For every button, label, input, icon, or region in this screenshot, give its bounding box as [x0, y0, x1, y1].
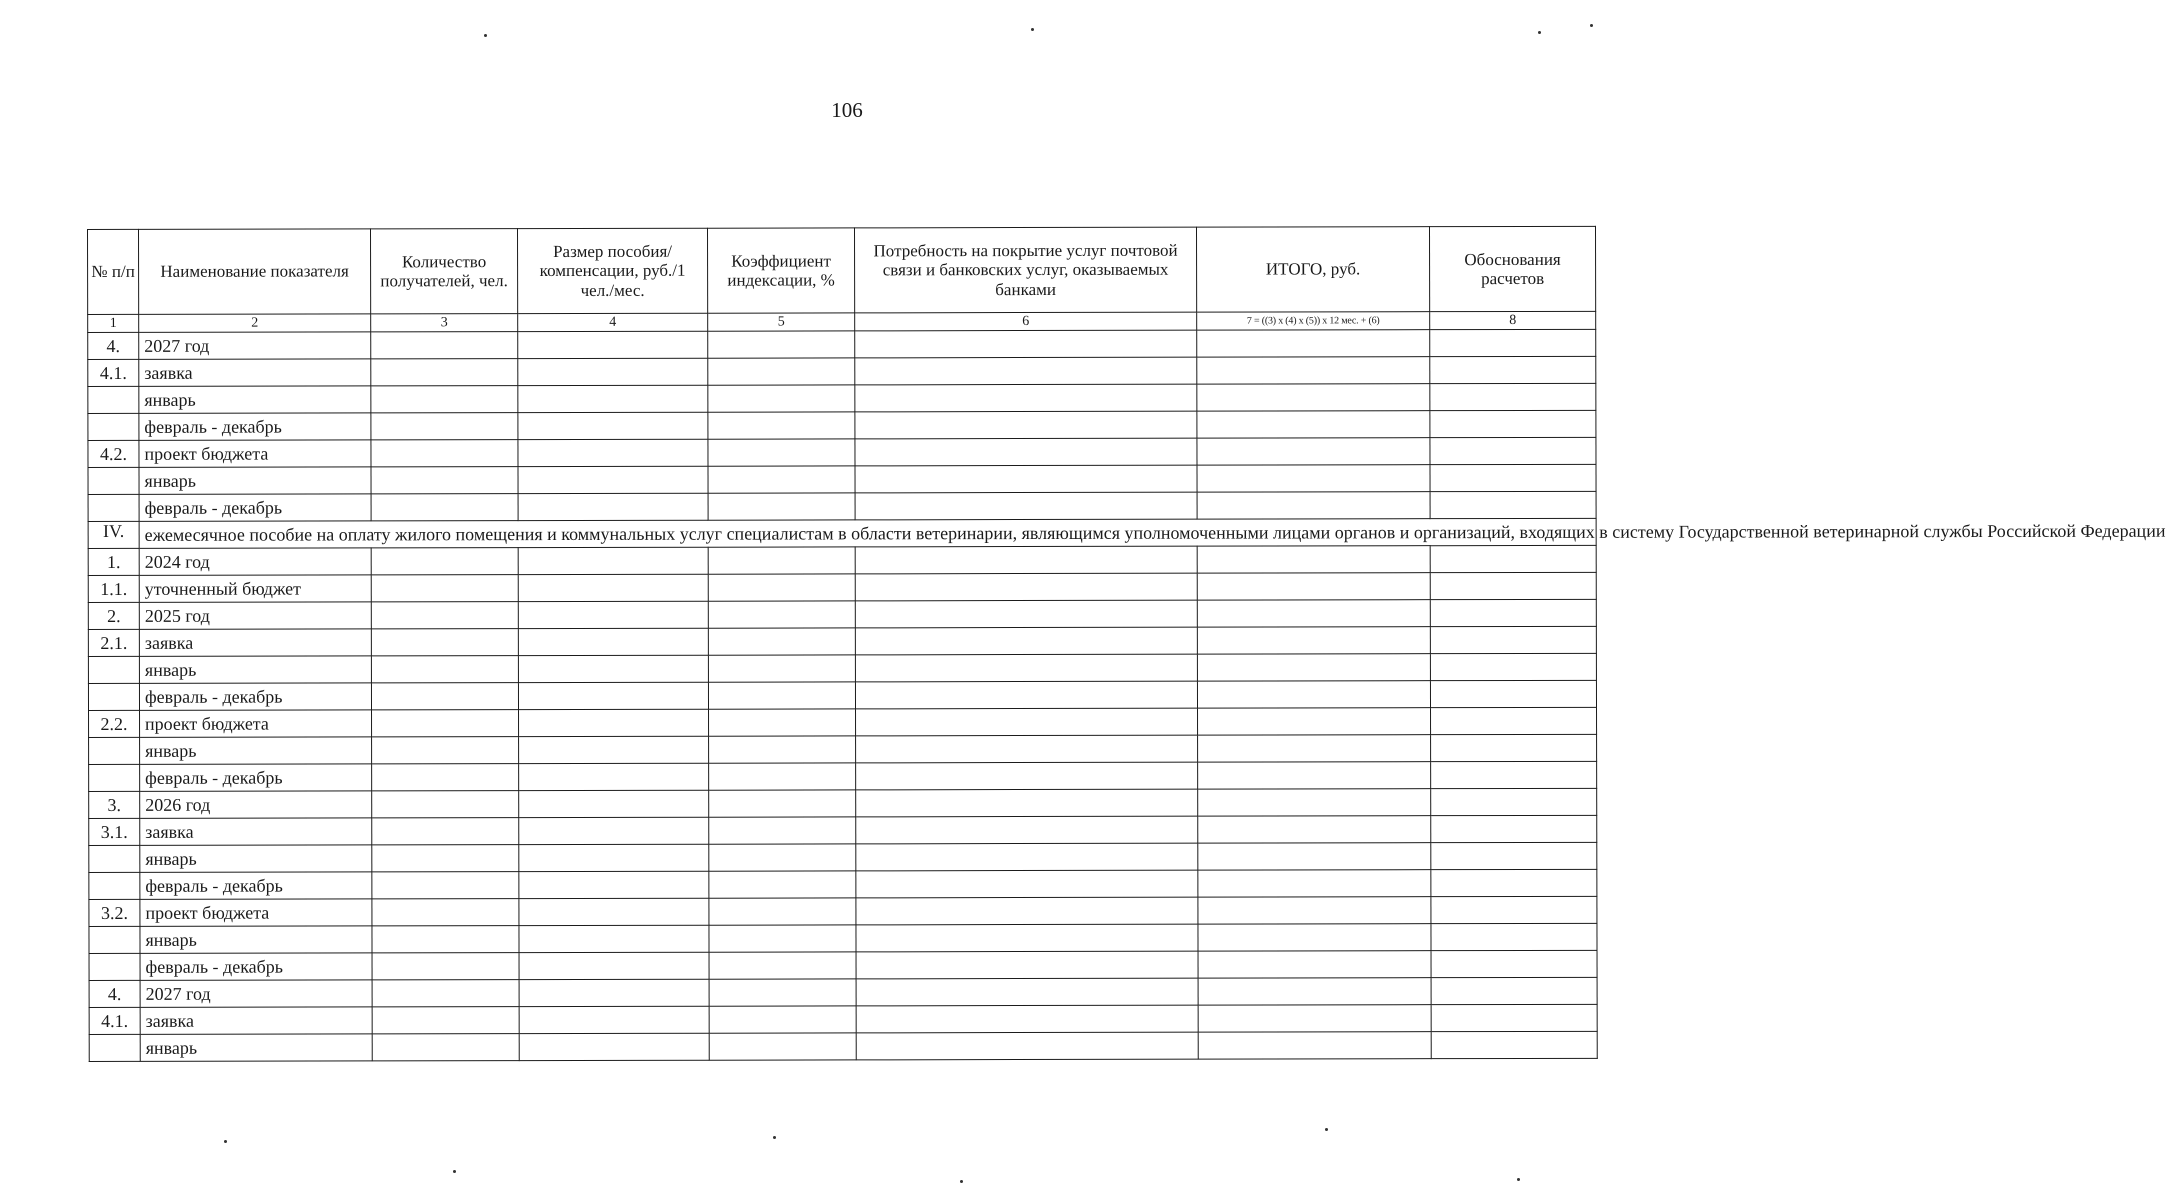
empty-cell: [519, 1006, 709, 1033]
empty-cell: [519, 790, 709, 817]
empty-cell: [519, 898, 709, 925]
empty-cell: [1431, 896, 1597, 923]
row-name: 2027 год: [139, 332, 371, 359]
empty-cell: [708, 493, 855, 520]
empty-cell: [1197, 438, 1430, 465]
empty-cell: [372, 710, 519, 737]
empty-cell: [855, 438, 1197, 466]
empty-cell: [709, 790, 856, 817]
empty-cell: [709, 979, 856, 1006]
empty-cell: [371, 683, 518, 710]
table-row: [89, 977, 1597, 1007]
empty-cell: [518, 331, 708, 358]
empty-cell: [709, 736, 856, 763]
empty-cell: [371, 656, 518, 683]
row-name: февраль - декабрь: [140, 953, 372, 980]
row-name: январь: [139, 656, 371, 683]
empty-cell: [709, 925, 856, 952]
empty-cell: [1197, 573, 1430, 600]
empty-cell: [372, 737, 519, 764]
empty-cell: [1430, 491, 1596, 518]
empty-cell: [855, 465, 1197, 493]
empty-cell: [519, 952, 709, 979]
empty-cell: [708, 547, 855, 574]
row-number: 4.2.: [88, 440, 139, 467]
row-number: 4.1.: [89, 1007, 140, 1034]
empty-cell: [1430, 626, 1596, 653]
empty-cell: [1198, 708, 1431, 735]
empty-cell: [371, 359, 518, 386]
empty-cell: [1431, 842, 1597, 869]
row-name: февраль - декабрь: [139, 683, 371, 710]
empty-cell: [371, 575, 518, 602]
budget-table: [87, 226, 2166, 1062]
empty-cell: [855, 654, 1197, 682]
empty-cell: [518, 574, 708, 601]
empty-cell: [1198, 897, 1431, 924]
empty-cell: [519, 925, 709, 952]
column-number: 4: [518, 313, 708, 331]
empty-cell: [708, 628, 855, 655]
empty-cell: [856, 951, 1198, 979]
row-name: февраль - декабрь: [140, 872, 372, 899]
table-row: [88, 491, 1596, 521]
row-number: [88, 656, 139, 683]
empty-cell: [1431, 707, 1597, 734]
empty-cell: [518, 601, 708, 628]
header-cell: ИТОГО, руб.: [1196, 227, 1429, 312]
empty-cell: [709, 952, 856, 979]
empty-cell: [1430, 464, 1596, 491]
empty-cell: [372, 764, 519, 791]
empty-cell: [856, 843, 1198, 871]
empty-cell: [519, 979, 709, 1006]
table-row: [89, 1031, 1597, 1061]
header-cell: Потребность на покрытие услуг почтовой связи и банковских услуг, оказываемых банками: [854, 227, 1196, 313]
empty-cell: [1430, 383, 1596, 410]
table-row: [88, 626, 1596, 656]
empty-cell: [709, 763, 856, 790]
empty-cell: [709, 898, 856, 925]
row-number: [89, 926, 140, 953]
empty-cell: [1198, 816, 1431, 843]
header-cell: № п/п: [88, 229, 139, 314]
row-number: 4.1.: [88, 359, 139, 386]
empty-cell: [372, 926, 519, 953]
column-number: 3: [371, 314, 518, 332]
empty-cell: [1430, 356, 1596, 383]
table-row: [88, 545, 1596, 575]
empty-cell: [1197, 546, 1430, 573]
empty-cell: [709, 871, 856, 898]
section-number: IV.: [88, 521, 139, 548]
row-number: [88, 683, 139, 710]
row-number: 3.: [89, 791, 140, 818]
empty-cell: [856, 816, 1198, 844]
empty-cell: [371, 440, 518, 467]
column-number-formula: 7 = ((3) x (4) x (5)) x 12 мес. + (6): [1197, 312, 1430, 330]
empty-cell: [518, 547, 708, 574]
row-number: [88, 413, 139, 440]
empty-cell: [1198, 1005, 1431, 1032]
empty-cell: [1197, 357, 1430, 384]
empty-cell: [371, 602, 518, 629]
row-name: заявка: [139, 629, 371, 656]
empty-cell: [371, 467, 518, 494]
empty-cell: [1198, 789, 1431, 816]
table-body: [88, 329, 2166, 1061]
column-number: 8: [1430, 311, 1596, 329]
row-number: [89, 1034, 140, 1061]
row-number: [89, 953, 140, 980]
empty-cell: [1197, 492, 1430, 519]
empty-cell: [1431, 977, 1597, 1004]
empty-cell: [518, 412, 708, 439]
column-number: 1: [88, 314, 139, 332]
row-name: проект бюджета: [139, 440, 371, 467]
empty-cell: [1197, 654, 1430, 681]
empty-cell: [372, 818, 519, 845]
header-cell: Размер пособия/компенсации, руб./1 чел./мес.: [518, 228, 708, 313]
empty-cell: [1197, 681, 1430, 708]
empty-cell: [1430, 410, 1596, 437]
empty-cell: [709, 709, 856, 736]
empty-cell: [856, 870, 1198, 898]
empty-cell: [518, 358, 708, 385]
empty-cell: [371, 548, 518, 575]
row-name: заявка: [140, 818, 372, 845]
table-row: [88, 680, 1596, 710]
empty-cell: [1431, 788, 1597, 815]
empty-cell: [855, 681, 1197, 709]
empty-cell: [372, 899, 519, 926]
row-number: [88, 494, 139, 521]
table-row: [89, 923, 1597, 953]
empty-cell: [709, 817, 856, 844]
table-row: [88, 464, 1596, 494]
empty-cell: [518, 439, 708, 466]
row-number: 2.2.: [89, 710, 140, 737]
row-number: [89, 845, 140, 872]
empty-cell: [856, 708, 1198, 736]
empty-cell: [1198, 762, 1431, 789]
empty-cell: [1198, 978, 1431, 1005]
empty-cell: [519, 844, 709, 871]
empty-cell: [1431, 815, 1597, 842]
table-row: [88, 329, 1596, 359]
empty-cell: [1197, 600, 1430, 627]
row-number: 2.1.: [88, 629, 139, 656]
row-name: февраль - декабрь: [140, 764, 372, 791]
empty-cell: [855, 330, 1197, 358]
header-cell: Количество получателей, чел.: [371, 229, 518, 314]
empty-cell: [1197, 411, 1430, 438]
table-row: [89, 1004, 1597, 1034]
row-name: 2024 год: [139, 548, 371, 575]
row-number: [88, 386, 139, 413]
empty-cell: [856, 762, 1198, 790]
table-row: [88, 572, 1596, 602]
row-name: уточненный бюджет: [139, 575, 371, 602]
empty-cell: [1430, 653, 1596, 680]
empty-cell: [1431, 869, 1597, 896]
empty-cell: [856, 789, 1198, 817]
empty-cell: [518, 628, 708, 655]
empty-cell: [856, 897, 1198, 925]
empty-cell: [372, 980, 519, 1007]
empty-cell: [709, 1006, 856, 1033]
row-name: 2026 год: [140, 791, 372, 818]
empty-cell: [856, 1032, 1198, 1060]
column-number: 2: [139, 314, 371, 332]
empty-cell: [371, 629, 518, 656]
empty-cell: [1431, 923, 1597, 950]
row-name: январь: [140, 926, 372, 953]
empty-cell: [372, 791, 519, 818]
empty-cell: [371, 413, 518, 440]
row-name: заявка: [139, 359, 371, 386]
empty-cell: [1431, 761, 1597, 788]
row-name: январь: [139, 386, 371, 413]
row-name: февраль - декабрь: [139, 494, 371, 521]
row-name: февраль - декабрь: [139, 413, 371, 440]
empty-cell: [708, 574, 855, 601]
empty-cell: [855, 357, 1197, 385]
empty-cell: [371, 332, 518, 359]
table-row: [88, 653, 1596, 683]
empty-cell: [1430, 329, 1596, 356]
empty-cell: [855, 627, 1197, 655]
empty-cell: [856, 924, 1198, 952]
table-row: [89, 950, 1597, 980]
row-name: 2025 год: [139, 602, 371, 629]
row-name: проект бюджета: [140, 899, 372, 926]
table-row: [89, 707, 1597, 737]
table-row: [88, 437, 1596, 467]
empty-cell: [519, 871, 709, 898]
empty-cell: [518, 655, 708, 682]
empty-cell: [856, 1005, 1198, 1033]
empty-cell: [709, 1033, 856, 1060]
row-number: 1.1.: [88, 575, 139, 602]
section-row: [88, 518, 1596, 548]
table-row: [88, 410, 1596, 440]
row-name: 2027 год: [140, 980, 372, 1007]
row-name: январь: [139, 467, 371, 494]
row-name: январь: [140, 1034, 372, 1061]
row-name: январь: [140, 737, 372, 764]
row-number: [89, 764, 140, 791]
empty-cell: [1431, 1004, 1597, 1031]
empty-cell: [1197, 465, 1430, 492]
section-title: ежемесячное пособие на оплату жилого помещения и коммунальных услуг специалистам в области ветеринарии, являющимся уполномоченными лицами органов и организаций, входящих в систему Государственной ветеринарной службы Российской Федерации: [139, 518, 1596, 548]
header-cell: Наименование показателя: [139, 229, 371, 314]
empty-cell: [856, 735, 1198, 763]
empty-cell: [1430, 680, 1596, 707]
table-row: [89, 869, 1597, 899]
table-row: [89, 788, 1597, 818]
table-row: [88, 599, 1596, 629]
empty-cell: [372, 1007, 519, 1034]
empty-cell: [518, 385, 708, 412]
empty-cell: [1198, 870, 1431, 897]
table-row: [89, 896, 1597, 926]
table-row: [89, 761, 1597, 791]
empty-cell: [708, 439, 855, 466]
empty-cell: [708, 358, 855, 385]
page-number: 106: [831, 98, 863, 122]
row-number: 4.: [88, 332, 139, 359]
column-number: 5: [708, 313, 855, 331]
empty-cell: [372, 872, 519, 899]
empty-cell: [371, 494, 518, 521]
table-row: [89, 842, 1597, 872]
empty-cell: [1430, 572, 1596, 599]
table-row: [89, 815, 1597, 845]
header-cell: Коэффициент индексации, %: [707, 228, 854, 313]
empty-cell: [855, 546, 1197, 574]
empty-cell: [519, 736, 709, 763]
empty-cell: [1430, 599, 1596, 626]
empty-cell: [519, 709, 709, 736]
empty-cell: [1198, 1032, 1431, 1059]
empty-cell: [1431, 1031, 1597, 1058]
empty-cell: [518, 493, 708, 520]
empty-cell: [1430, 545, 1596, 572]
empty-cell: [708, 385, 855, 412]
empty-cell: [1430, 437, 1596, 464]
empty-cell: [855, 384, 1197, 412]
empty-cell: [1197, 627, 1430, 654]
row-number: 2.: [88, 602, 139, 629]
column-number: 6: [855, 312, 1197, 331]
empty-cell: [1431, 734, 1597, 761]
empty-cell: [855, 492, 1197, 520]
empty-cell: [372, 845, 519, 872]
empty-cell: [519, 763, 709, 790]
empty-cell: [708, 655, 855, 682]
row-number: 3.1.: [89, 818, 140, 845]
table-row: [89, 734, 1597, 764]
row-name: заявка: [140, 1007, 372, 1034]
table-row: [88, 356, 1596, 386]
empty-cell: [1198, 924, 1431, 951]
empty-cell: [1198, 843, 1431, 870]
header-row: [88, 226, 1596, 314]
empty-cell: [519, 1033, 709, 1060]
empty-cell: [708, 331, 855, 358]
empty-cell: [855, 600, 1197, 628]
empty-cell: [1197, 384, 1430, 411]
empty-cell: [1198, 735, 1431, 762]
empty-cell: [372, 953, 519, 980]
empty-cell: [855, 411, 1197, 439]
empty-cell: [708, 466, 855, 493]
empty-cell: [1197, 330, 1430, 357]
table-row: [88, 383, 1596, 413]
empty-cell: [1198, 951, 1431, 978]
row-number: 3.2.: [89, 899, 140, 926]
empty-cell: [708, 601, 855, 628]
empty-cell: [518, 466, 708, 493]
empty-cell: [855, 573, 1197, 601]
row-name: проект бюджета: [140, 710, 372, 737]
empty-cell: [372, 1034, 519, 1061]
row-number: 1.: [88, 548, 139, 575]
empty-cell: [856, 978, 1198, 1006]
row-number: [89, 737, 140, 764]
empty-cell: [371, 386, 518, 413]
row-number: 4.: [89, 980, 140, 1007]
empty-cell: [708, 682, 855, 709]
header-cell: Обоснования расчетов: [1429, 226, 1595, 311]
empty-cell: [709, 844, 856, 871]
empty-cell: [708, 412, 855, 439]
row-name: январь: [140, 845, 372, 872]
row-number: [89, 872, 140, 899]
empty-cell: [518, 682, 708, 709]
row-number: [88, 467, 139, 494]
empty-cell: [519, 817, 709, 844]
empty-cell: [1431, 950, 1597, 977]
